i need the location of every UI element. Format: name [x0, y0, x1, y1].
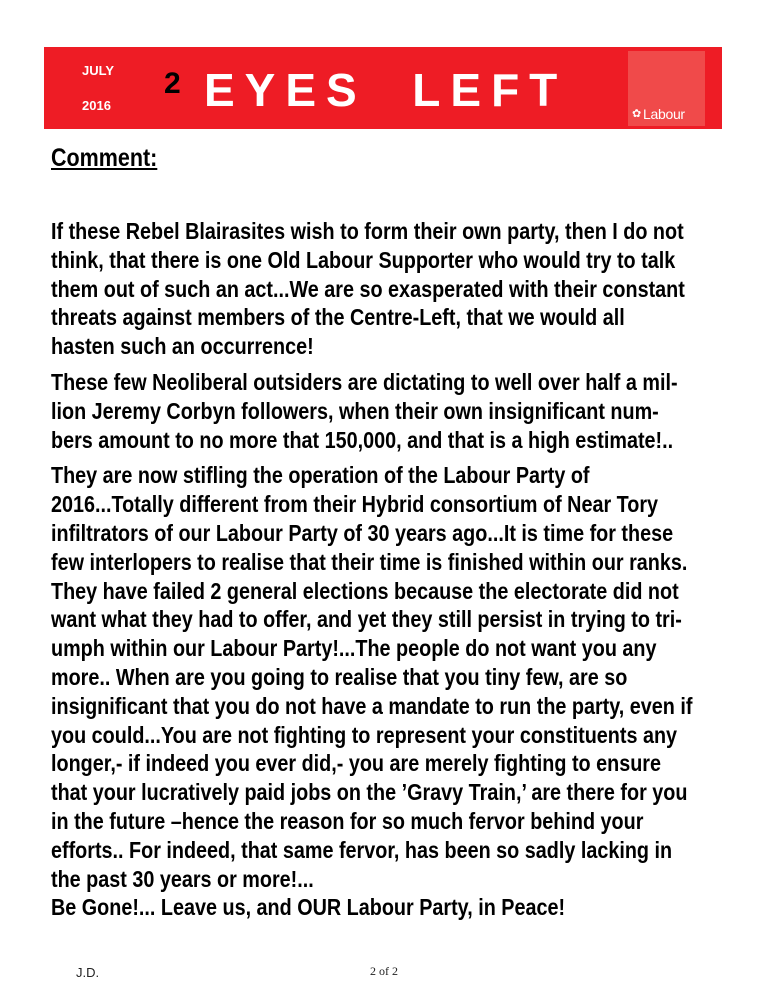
newsletter-title: EYES LEFT [204, 64, 568, 116]
paragraph-line: more.. When are you going to realise that you tiny few, are so [51, 663, 628, 690]
labour-logo-text: Labour [643, 106, 685, 122]
paragraph-line: infiltrators of our Labour Party of 30 years ago...It is time for these [51, 519, 674, 546]
paragraph-line: threats against members of the Centre-Left, that we would all [51, 304, 625, 331]
rose-icon: ✿ [632, 108, 642, 120]
paragraph-line: umph within our Labour Party!...The people do not want you any [51, 635, 657, 662]
author-initials: J.D. [76, 965, 100, 980]
article-body [51, 217, 718, 922]
paragraph-line: Be Gone!... Leave us, and OUR Labour Party, in Peace! [51, 894, 566, 921]
page-number: 2 of 2 [370, 964, 398, 978]
paragraph-line: If these Rebel Blairasites wish to form their own party, then I do not [51, 218, 684, 244]
paragraph-line: think, that there is one Old Labour Supporter who would try to talk [51, 246, 676, 273]
paragraph-line: want what they had to offer, and yet they still persist in trying to tri- [51, 606, 682, 633]
paragraph-line: that your lucratively paid jobs on the ’Gravy Train,’ are there for you [51, 779, 688, 806]
issue-year: 2016 [82, 98, 111, 113]
paragraph-line: bers amount to no more that 150,000, and that is a high estimate!.. [51, 426, 674, 453]
paragraph-line: efforts.. For indeed, that same fervor, has been so sadly lacking in [51, 836, 673, 863]
paragraph-line: hasten such an occurrence! [51, 333, 314, 360]
article-paragraph [51, 461, 718, 922]
paragraph-line: 2016...Totally different from their Hybrid consortium of Near Tory [51, 491, 659, 518]
paragraph-line: few interlopers to realise that their time is finished within our ranks. [51, 548, 688, 575]
paragraph-line: lion Jeremy Corbyn followers, when their own insignificant num- [51, 397, 659, 424]
comment-heading: Comment: [51, 144, 158, 172]
issue-number: 2 [164, 67, 181, 100]
article-paragraph [51, 368, 718, 454]
paragraph-line: They are now stifling the operation of the Labour Party of [51, 462, 590, 489]
paragraph-line: in the future –hence the reason for so much fervor behind your [51, 807, 644, 834]
masthead-banner [44, 47, 722, 129]
paragraph-line: you could...You are not fighting to represent your constituents any [51, 721, 678, 748]
article-paragraph [51, 217, 718, 361]
paragraph-line: These few Neoliberal outsiders are dictating to well over half a mil- [51, 368, 678, 395]
paragraph-line: They have failed 2 general elections because the electorate did not [51, 577, 679, 604]
paragraph-line: insignificant that you do not have a mandate to run the party, even if [51, 692, 693, 719]
paragraph-line: them out of such an act...We are so exasperated with their constant [51, 275, 685, 302]
paragraph-line: longer,- if indeed you ever did,- you are merely fighting to ensure [51, 750, 661, 777]
labour-logo [628, 51, 705, 126]
paragraph-line: the past 30 years or more!... [51, 865, 314, 892]
issue-month: JULY [82, 63, 115, 78]
